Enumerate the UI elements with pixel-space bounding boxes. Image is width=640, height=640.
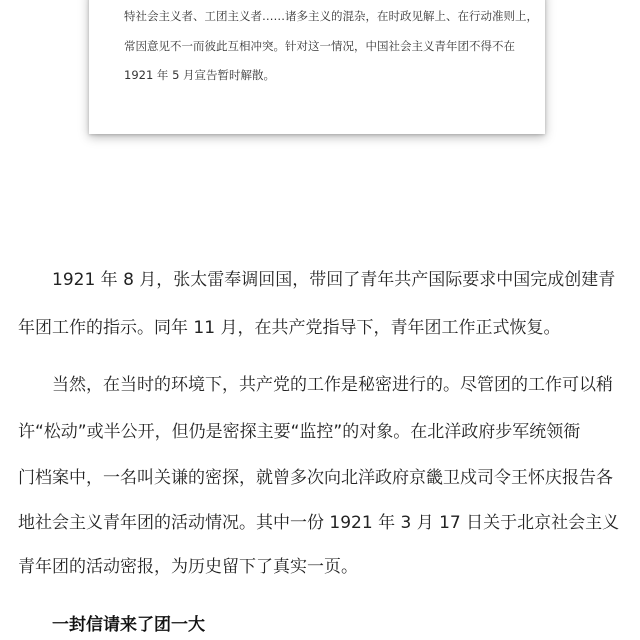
paragraph-line: 1921 年 8 月，张太雷奉调回国，带回了青年共产国际要求中国完成创建青 [52,270,616,290]
quote-card [89,0,545,134]
paragraph-line: 当然，在当时的环境下，共产党的工作是秘密进行的。尽管团的工作可以稍 [52,375,613,395]
quote-line: 1921 年 5 月宣告暂时解散。 [124,68,276,82]
paragraph-line: 地社会主义青年团的活动情况。其中一份 1921 年 3 月 17 日关于北京社会主义 [18,513,620,533]
paragraph-line: 年团工作的指示。同年 11 月，在共产党指导下，青年团工作正式恢复。 [18,318,561,338]
paragraph-line: 门档案中，一名叫关谦的密探，就曾多次向北洋政府京畿卫戍司令王怀庆报告各 [18,468,613,488]
quote-line: 特社会主义者、工团主义者……诸多主义的混杂，在时政见解上、在行动准则上， [124,9,538,23]
paragraph-line: 许“松动”或半公开，但仍是密探主要“监控”的对象。在北洋政府步军统领衙 [18,422,581,442]
paragraph-line: 青年团的活动密报，为历史留下了真实一页。 [18,557,358,577]
section-heading: 一封信请来了团一大 [52,615,205,635]
quote-line: 常因意见不一而彼此互相冲突。针对这一情况，中国社会主义青年团不得不在 [124,39,515,53]
